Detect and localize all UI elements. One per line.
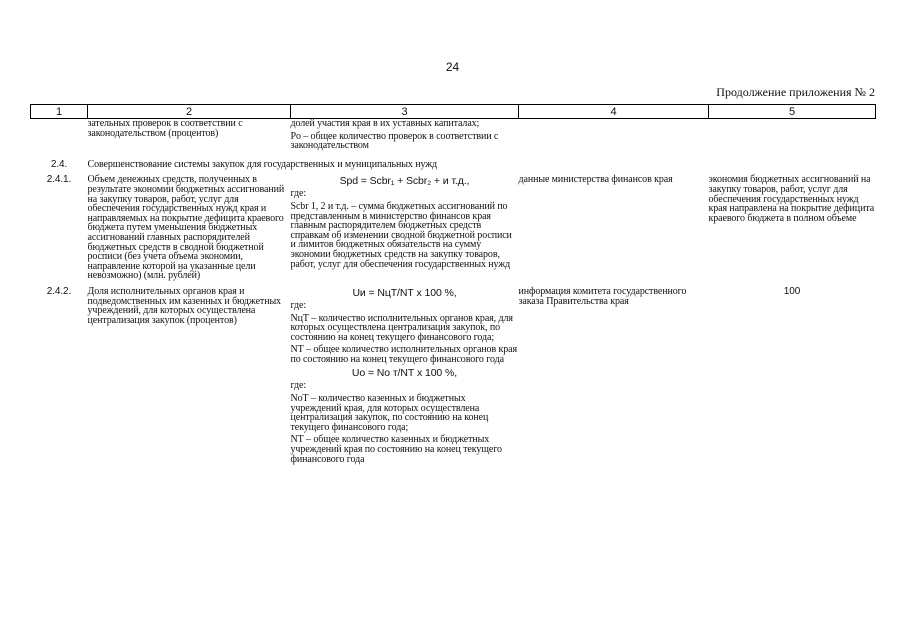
where-label: где: xyxy=(290,380,307,392)
section-row xyxy=(31,160,876,170)
formula-definition: NоТ – количество казенных и бюджетных учреждений края, для которых осуществлена централизация закупок, по состоянию на конец текущего финансового года; xyxy=(290,393,489,433)
formula-definition: NцТ – количество исполнительных органов края, для которых осуществлена централизация закупок, по состоянию на конец текущего финансового года; xyxy=(290,312,513,343)
formula-definition: NТ – общее количество казенных и бюджетных учреждений края по состоянию на конец текущего финансового года xyxy=(290,434,502,465)
where-label: где: xyxy=(290,299,307,311)
column-header-3: 3 xyxy=(291,105,519,119)
data-source: данные министерства финансов края xyxy=(518,174,673,186)
table-row-2-4-1 xyxy=(31,175,876,281)
where-label: где: xyxy=(290,188,307,200)
section-number: 2.4. xyxy=(50,158,68,170)
formula: Uи = NцТ/NТ х 100 %, xyxy=(352,286,457,299)
row-number: 2.4.2. xyxy=(46,285,72,297)
formula: Uо = Nо т/NТ х 100 %, xyxy=(351,367,458,380)
page-number: 24 xyxy=(445,60,460,74)
continued-method-definition: Pо – общее количество проверок в соответствии с законодательством xyxy=(290,130,499,152)
formula: Spd = Scbr₁ + Scbr₂ + и т.д., xyxy=(339,175,470,188)
column-header-1: 1 xyxy=(31,105,88,119)
continued-method-text: долей участия края в их уставных капиталах; xyxy=(290,118,480,129)
column-header-4: 4 xyxy=(519,105,709,119)
indicators-table xyxy=(30,104,876,467)
section-title: Совершенствование системы закупок для государственных и муниципальных нужд xyxy=(87,158,438,170)
table-row-continued xyxy=(31,119,876,154)
continuation-label: Продолжение приложения № 2 xyxy=(716,85,875,99)
data-source: информация комитета государственного заказа Правительства края xyxy=(518,285,687,307)
formula-definition: NТ – общее количество исполнительных органов края по состоянию на конец текущего финансового года xyxy=(290,344,517,365)
header-row xyxy=(31,105,876,119)
table-row-2-4-2 xyxy=(31,287,876,467)
target-value: 100 xyxy=(783,285,801,297)
target-value: экономия бюджетных ассигнований на закупку товаров, работ, услуг для обеспечения государственных нужд края направлена на покрытие дефицита краевого бюджета в полном объеме xyxy=(708,174,875,224)
indicator-name: Объем денежных средств, полученных в результате экономии бюджетных ассигнований на закупку товаров, работ, услуг для обеспечения государственных нужд края и направляемых на покрытие дефицита краевого бюджета путем уменьшения бюджетных ассигнований главных распорядителей бюджетных средств в сводной бюджетной росписи (без учета объема экономии, направление которой на указанные цели невозможно) (млн. рублей) xyxy=(87,174,285,282)
column-header-5: 5 xyxy=(709,105,876,119)
indicator-name: Доля исполнительных органов края и подведомственных им казенных и бюджетных учреждений, для которых осуществлена централизация закупок (процентов) xyxy=(87,285,281,326)
row-number: 2.4.1. xyxy=(46,174,72,186)
continued-indicator-text: зательных проверок в соответствии с законодательством (процентов) xyxy=(87,118,243,139)
column-header-2: 2 xyxy=(88,105,291,119)
formula-definition: Scbr 1, 2 и т.д. – сумма бюджетных ассигнований по представленным в министерство финансов края главным распорядителем бюджетных средств справкам об изменении сводной бюджетной росписи и лимитов бюджетных обязательств на сумму экономии бюджетных средств на закупку товаров, работ, услуг для обеспечения государственных нужд xyxy=(290,200,512,270)
